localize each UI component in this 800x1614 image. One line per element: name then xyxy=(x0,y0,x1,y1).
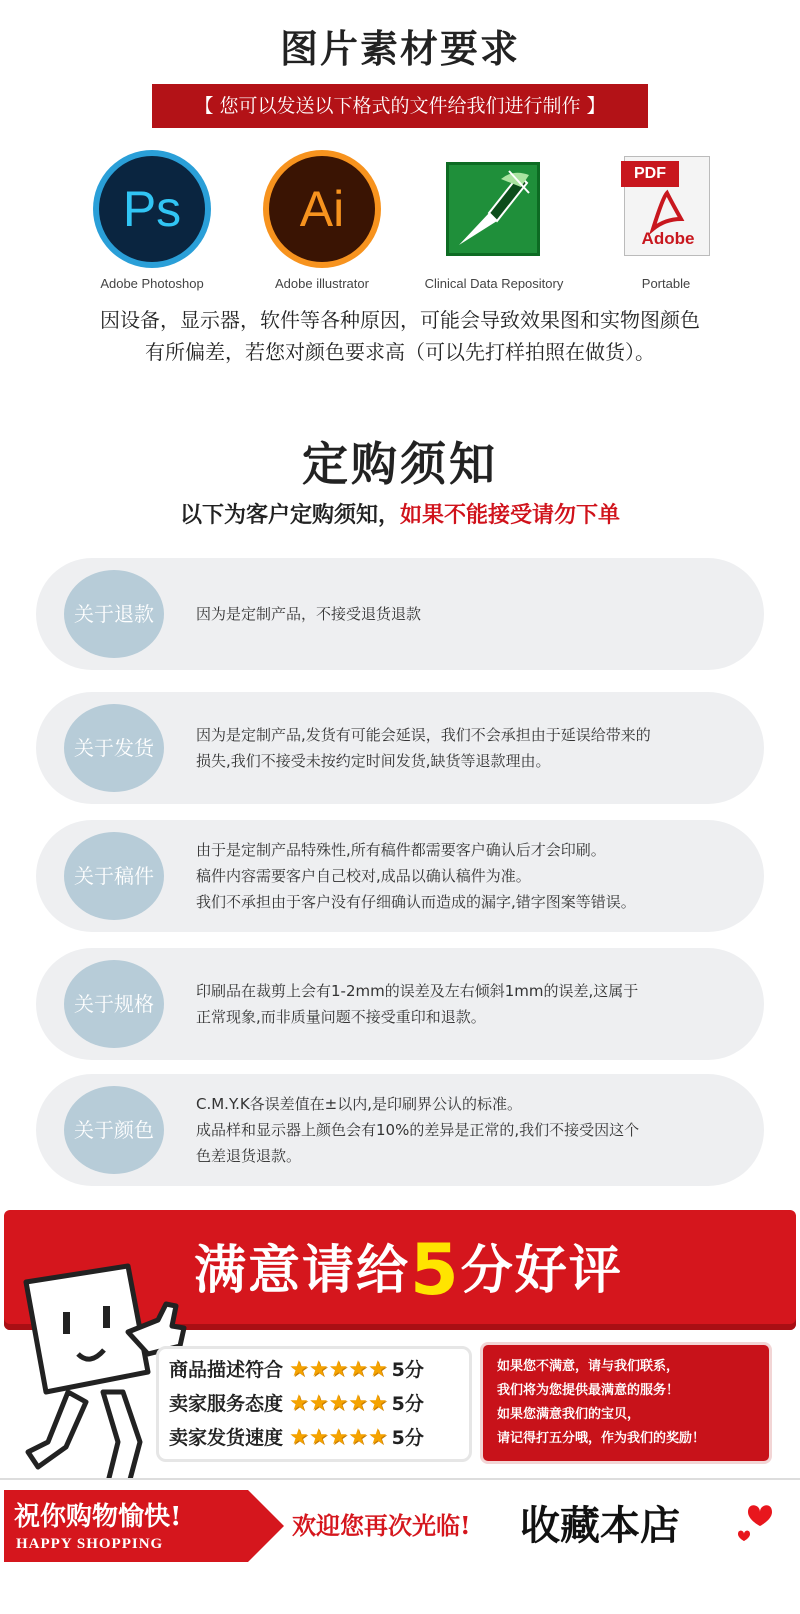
notice-text-line: 色差退货退款。 xyxy=(196,1147,302,1165)
notice-label: 关于规格 xyxy=(64,960,164,1048)
notice-card-artwork xyxy=(36,820,764,932)
format-caption: Adobe Photoshop xyxy=(100,276,204,291)
notice-text-line: 损失,我们不接受未按约定时间发货,缺货等退款理由。 xyxy=(196,752,551,770)
notice-text-line: 由于是定制产品特殊性,所有稿件都需要客户确认后才会印刷。 xyxy=(196,841,606,859)
happy-shopping-tag xyxy=(4,1490,248,1562)
rating-panel xyxy=(156,1346,472,1462)
color-note-line-2: 有所偏差，若您对颜色要求高（可以先打样拍照在做货）。 xyxy=(145,340,655,364)
notice-text-line: 成品样和显示器上颜色会有10%的差异是正常的,我们不接受因这个 xyxy=(196,1121,640,1139)
illustrator-icon: Ai xyxy=(263,150,381,268)
contact-line: 如果您不满意，请与我们联系， xyxy=(497,1359,680,1374)
notice-card-specs xyxy=(36,948,764,1060)
shop-footer xyxy=(0,1478,800,1566)
notice-label: 关于颜色 xyxy=(64,1086,164,1174)
rating-row: 卖家服务态度 ★★★★★ 5分 xyxy=(169,1391,424,1416)
photoshop-icon: Ps xyxy=(93,150,211,268)
section-title-materials: 图片素材要求 xyxy=(279,27,520,71)
format-pdf xyxy=(566,150,766,291)
rating-row: 卖家发货速度 ★★★★★ 5分 xyxy=(169,1425,424,1450)
pdf-icon: PDF Adobe xyxy=(624,156,710,256)
notice-text-line: 正常现象,而非质量问题不接受重印和退款。 xyxy=(196,1008,486,1026)
order-notice-subtitle xyxy=(0,498,800,529)
notice-card-color xyxy=(36,1074,764,1186)
color-note-line-1: 因设备，显示器，软件等各种原因，可能会导致效果图和实物图颜色 xyxy=(100,308,700,332)
notice-text-line: 我们不承担由于客户没有仔细确认而造成的漏字,错字图案等错误。 xyxy=(196,893,636,911)
format-banner: 【 您可以发送以下格式的文件给我们进行制作 】 xyxy=(152,84,648,128)
format-illustrator xyxy=(222,150,422,291)
notice-card-refund xyxy=(36,558,764,670)
notice-text-line: 因为是定制产品,发货有可能会延误，我们不会承担由于延误给带来的 xyxy=(196,726,651,744)
five-star-headline: 满意请给5分好评 xyxy=(194,1229,623,1311)
notice-text-line: C.M.Y.K各误差值在±以内,是印刷界公认的标准。 xyxy=(196,1095,523,1113)
coreldraw-icon xyxy=(446,162,540,256)
notice-text-line: 因为是定制产品，不接受退货退款 xyxy=(196,605,422,623)
happy-shopping-cn: 祝你购物愉快! xyxy=(14,1502,182,1532)
star-rating-icon: ★★★★★ xyxy=(289,1391,388,1416)
subtitle-prefix: 以下为客户定购须知， xyxy=(179,503,400,528)
contact-line: 请记得打五分哦，作为我们的奖励！ xyxy=(497,1431,706,1446)
contact-message xyxy=(480,1342,772,1464)
notice-card-shipping xyxy=(36,692,764,804)
format-caption: Adobe illustrator xyxy=(275,276,369,291)
notice-label: 关于稿件 xyxy=(64,832,164,920)
welcome-back-text: 欢迎您再次光临! xyxy=(292,1511,471,1540)
review-promo xyxy=(0,1206,800,1614)
contact-line: 如果您满意我们的宝贝， xyxy=(497,1407,641,1422)
notice-text-line: 印刷品在裁剪上会有1-2mm的误差及左右倾斜1mm的误差,这属于 xyxy=(196,982,639,1000)
contact-line: 我们将为您提供最满意的服务！ xyxy=(497,1383,680,1398)
subtitle-warning: 如果不能接受请勿下单 xyxy=(400,503,621,528)
notice-text-line: 稿件内容需要客户自己校对,成品以确认稿件为准。 xyxy=(196,867,531,885)
format-caption: Clinical Data Repository xyxy=(424,276,564,291)
star-rating-icon: ★★★★★ xyxy=(289,1357,388,1382)
notice-label: 关于退款 xyxy=(64,570,164,658)
rating-row: 商品描述符合 ★★★★★ 5分 xyxy=(169,1357,424,1382)
format-caption: Portable xyxy=(641,276,691,291)
file-formats xyxy=(0,150,800,300)
section-title-order-notice: 定购须知 xyxy=(302,437,498,491)
star-rating-icon: ★★★★★ xyxy=(289,1425,388,1450)
favorite-shop-button[interactable]: 收藏本店 xyxy=(520,1502,680,1549)
heart-icon xyxy=(730,1490,790,1550)
format-coreldraw xyxy=(394,150,594,291)
happy-shopping-en: HAPPY SHOPPING xyxy=(16,1536,164,1552)
notice-label: 关于发货 xyxy=(64,704,164,792)
